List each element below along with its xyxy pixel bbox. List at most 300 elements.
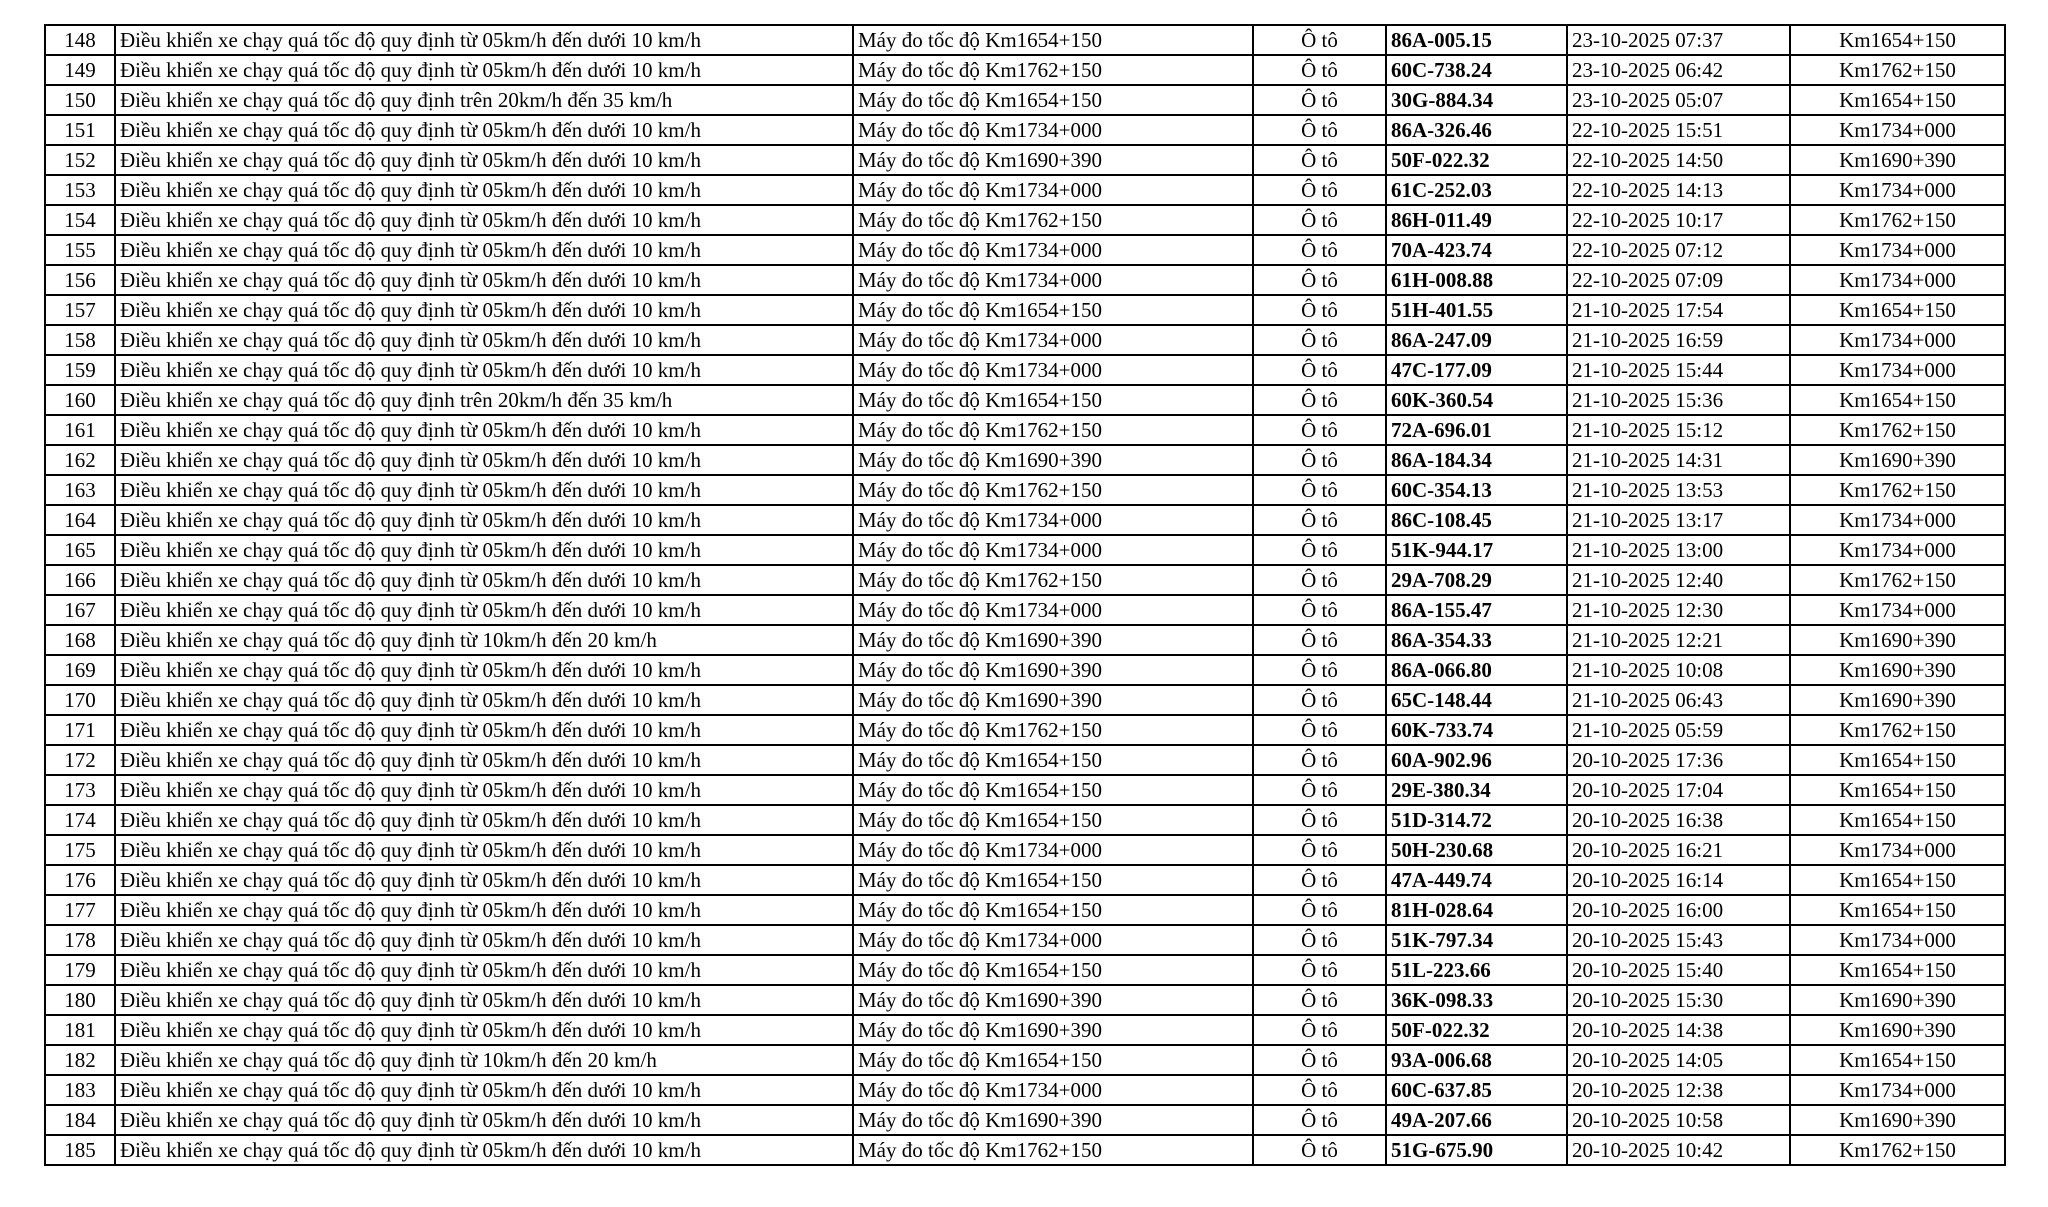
table-row	[45, 445, 2005, 475]
table-row	[45, 145, 2005, 175]
violation-cell: Điều khiển xe chạy quá tốc độ quy định từ 05km/h đến dưới 10 km/h	[115, 895, 853, 925]
row-number-cell: 181	[45, 1015, 115, 1045]
table-row	[45, 25, 2005, 55]
device-cell: Máy đo tốc độ Km1654+150	[853, 385, 1253, 415]
row-number-cell: 175	[45, 835, 115, 865]
violation-cell: Điều khiển xe chạy quá tốc độ quy định từ 05km/h đến dưới 10 km/h	[115, 145, 853, 175]
table-row	[45, 1075, 2005, 1105]
row-number-cell: 151	[45, 115, 115, 145]
row-number-cell: 152	[45, 145, 115, 175]
device-cell: Máy đo tốc độ Km1734+000	[853, 115, 1253, 145]
location-cell: Km1690+390	[1790, 445, 2005, 475]
row-number-cell: 153	[45, 175, 115, 205]
document-page	[44, 24, 2004, 1166]
license-plate-cell: 36K-098.33	[1386, 985, 1567, 1015]
violation-cell: Điều khiển xe chạy quá tốc độ quy định từ 05km/h đến dưới 10 km/h	[115, 295, 853, 325]
table-row	[45, 565, 2005, 595]
device-cell: Máy đo tốc độ Km1690+390	[853, 1105, 1253, 1135]
row-number-cell: 183	[45, 1075, 115, 1105]
license-plate-cell: 60C-738.24	[1386, 55, 1567, 85]
table-row	[45, 55, 2005, 85]
row-number-cell: 176	[45, 865, 115, 895]
location-cell: Km1654+150	[1790, 805, 2005, 835]
row-number-cell: 149	[45, 55, 115, 85]
license-plate-cell: 60C-354.13	[1386, 475, 1567, 505]
location-cell: Km1690+390	[1790, 685, 2005, 715]
location-cell: Km1762+150	[1790, 475, 2005, 505]
license-plate-cell: 51G-675.90	[1386, 1135, 1567, 1165]
device-cell: Máy đo tốc độ Km1654+150	[853, 955, 1253, 985]
timestamp-cell: 20-10-2025 10:42	[1567, 1135, 1790, 1165]
violation-cell: Điều khiển xe chạy quá tốc độ quy định từ 05km/h đến dưới 10 km/h	[115, 175, 853, 205]
location-cell: Km1762+150	[1790, 205, 2005, 235]
device-cell: Máy đo tốc độ Km1654+150	[853, 745, 1253, 775]
violation-cell: Điều khiển xe chạy quá tốc độ quy định từ 05km/h đến dưới 10 km/h	[115, 235, 853, 265]
row-number-cell: 150	[45, 85, 115, 115]
violation-cell: Điều khiển xe chạy quá tốc độ quy định từ 05km/h đến dưới 10 km/h	[115, 25, 853, 55]
device-cell: Máy đo tốc độ Km1734+000	[853, 175, 1253, 205]
location-cell: Km1690+390	[1790, 655, 2005, 685]
row-number-cell: 162	[45, 445, 115, 475]
device-cell: Máy đo tốc độ Km1690+390	[853, 985, 1253, 1015]
row-number-cell: 154	[45, 205, 115, 235]
location-cell: Km1654+150	[1790, 775, 2005, 805]
table-row	[45, 955, 2005, 985]
device-cell: Máy đo tốc độ Km1734+000	[853, 535, 1253, 565]
license-plate-cell: 60K-733.74	[1386, 715, 1567, 745]
vehicle-type-cell: Ô tô	[1253, 115, 1386, 145]
timestamp-cell: 20-10-2025 12:38	[1567, 1075, 1790, 1105]
license-plate-cell: 86C-108.45	[1386, 505, 1567, 535]
violation-cell: Điều khiển xe chạy quá tốc độ quy định trên 20km/h đến 35 km/h	[115, 385, 853, 415]
license-plate-cell: 86A-184.34	[1386, 445, 1567, 475]
table-row	[45, 175, 2005, 205]
vehicle-type-cell: Ô tô	[1253, 505, 1386, 535]
row-number-cell: 164	[45, 505, 115, 535]
license-plate-cell: 50H-230.68	[1386, 835, 1567, 865]
violation-cell: Điều khiển xe chạy quá tốc độ quy định từ 05km/h đến dưới 10 km/h	[115, 505, 853, 535]
location-cell: Km1734+000	[1790, 835, 2005, 865]
row-number-cell: 156	[45, 265, 115, 295]
table-row	[45, 865, 2005, 895]
vehicle-type-cell: Ô tô	[1253, 295, 1386, 325]
license-plate-cell: 93A-006.68	[1386, 1045, 1567, 1075]
license-plate-cell: 49A-207.66	[1386, 1105, 1567, 1135]
table-row	[45, 925, 2005, 955]
row-number-cell: 182	[45, 1045, 115, 1075]
device-cell: Máy đo tốc độ Km1654+150	[853, 775, 1253, 805]
location-cell: Km1734+000	[1790, 1075, 2005, 1105]
license-plate-cell: 81H-028.64	[1386, 895, 1567, 925]
violation-cell: Điều khiển xe chạy quá tốc độ quy định từ 05km/h đến dưới 10 km/h	[115, 565, 853, 595]
device-cell: Máy đo tốc độ Km1734+000	[853, 595, 1253, 625]
vehicle-type-cell: Ô tô	[1253, 355, 1386, 385]
device-cell: Máy đo tốc độ Km1654+150	[853, 865, 1253, 895]
vehicle-type-cell: Ô tô	[1253, 925, 1386, 955]
device-cell: Máy đo tốc độ Km1690+390	[853, 625, 1253, 655]
location-cell: Km1654+150	[1790, 955, 2005, 985]
timestamp-cell: 21-10-2025 12:21	[1567, 625, 1790, 655]
vehicle-type-cell: Ô tô	[1253, 715, 1386, 745]
vehicle-type-cell: Ô tô	[1253, 1105, 1386, 1135]
timestamp-cell: 20-10-2025 16:00	[1567, 895, 1790, 925]
license-plate-cell: 72A-696.01	[1386, 415, 1567, 445]
vehicle-type-cell: Ô tô	[1253, 595, 1386, 625]
device-cell: Máy đo tốc độ Km1654+150	[853, 295, 1253, 325]
row-number-cell: 167	[45, 595, 115, 625]
location-cell: Km1734+000	[1790, 595, 2005, 625]
device-cell: Máy đo tốc độ Km1762+150	[853, 55, 1253, 85]
row-number-cell: 178	[45, 925, 115, 955]
vehicle-type-cell: Ô tô	[1253, 955, 1386, 985]
violation-cell: Điều khiển xe chạy quá tốc độ quy định từ 05km/h đến dưới 10 km/h	[115, 805, 853, 835]
vehicle-type-cell: Ô tô	[1253, 985, 1386, 1015]
vehicle-type-cell: Ô tô	[1253, 1015, 1386, 1045]
row-number-cell: 168	[45, 625, 115, 655]
vehicle-type-cell: Ô tô	[1253, 745, 1386, 775]
timestamp-cell: 21-10-2025 15:36	[1567, 385, 1790, 415]
vehicle-type-cell: Ô tô	[1253, 175, 1386, 205]
timestamp-cell: 20-10-2025 14:38	[1567, 1015, 1790, 1045]
violation-cell: Điều khiển xe chạy quá tốc độ quy định từ 05km/h đến dưới 10 km/h	[115, 1015, 853, 1045]
timestamp-cell: 20-10-2025 17:04	[1567, 775, 1790, 805]
timestamp-cell: 22-10-2025 07:09	[1567, 265, 1790, 295]
row-number-cell: 166	[45, 565, 115, 595]
vehicle-type-cell: Ô tô	[1253, 145, 1386, 175]
violation-cell: Điều khiển xe chạy quá tốc độ quy định từ 05km/h đến dưới 10 km/h	[115, 745, 853, 775]
violation-cell: Điều khiển xe chạy quá tốc độ quy định từ 05km/h đến dưới 10 km/h	[115, 55, 853, 85]
device-cell: Máy đo tốc độ Km1734+000	[853, 325, 1253, 355]
violation-cell: Điều khiển xe chạy quá tốc độ quy định từ 10km/h đến 20 km/h	[115, 625, 853, 655]
vehicle-type-cell: Ô tô	[1253, 1075, 1386, 1105]
location-cell: Km1734+000	[1790, 325, 2005, 355]
location-cell: Km1734+000	[1790, 175, 2005, 205]
timestamp-cell: 21-10-2025 13:53	[1567, 475, 1790, 505]
device-cell: Máy đo tốc độ Km1654+150	[853, 25, 1253, 55]
vehicle-type-cell: Ô tô	[1253, 445, 1386, 475]
license-plate-cell: 86A-326.46	[1386, 115, 1567, 145]
vehicle-type-cell: Ô tô	[1253, 1135, 1386, 1165]
row-number-cell: 165	[45, 535, 115, 565]
row-number-cell: 160	[45, 385, 115, 415]
table-row	[45, 715, 2005, 745]
location-cell: Km1654+150	[1790, 25, 2005, 55]
violation-cell: Điều khiển xe chạy quá tốc độ quy định từ 05km/h đến dưới 10 km/h	[115, 265, 853, 295]
table-row	[45, 325, 2005, 355]
license-plate-cell: 51K-797.34	[1386, 925, 1567, 955]
device-cell: Máy đo tốc độ Km1654+150	[853, 895, 1253, 925]
vehicle-type-cell: Ô tô	[1253, 655, 1386, 685]
violation-cell: Điều khiển xe chạy quá tốc độ quy định từ 05km/h đến dưới 10 km/h	[115, 355, 853, 385]
vehicle-type-cell: Ô tô	[1253, 385, 1386, 415]
row-number-cell: 169	[45, 655, 115, 685]
table-row	[45, 385, 2005, 415]
license-plate-cell: 30G-884.34	[1386, 85, 1567, 115]
device-cell: Máy đo tốc độ Km1762+150	[853, 715, 1253, 745]
device-cell: Máy đo tốc độ Km1762+150	[853, 1135, 1253, 1165]
table-row	[45, 505, 2005, 535]
vehicle-type-cell: Ô tô	[1253, 265, 1386, 295]
table-row	[45, 1045, 2005, 1075]
violation-cell: Điều khiển xe chạy quá tốc độ quy định từ 05km/h đến dưới 10 km/h	[115, 1135, 853, 1165]
device-cell: Máy đo tốc độ Km1690+390	[853, 655, 1253, 685]
timestamp-cell: 21-10-2025 12:40	[1567, 565, 1790, 595]
table-row	[45, 475, 2005, 505]
license-plate-cell: 51K-944.17	[1386, 535, 1567, 565]
violation-cell: Điều khiển xe chạy quá tốc độ quy định từ 05km/h đến dưới 10 km/h	[115, 865, 853, 895]
row-number-cell: 172	[45, 745, 115, 775]
table-row	[45, 835, 2005, 865]
license-plate-cell: 60C-637.85	[1386, 1075, 1567, 1105]
row-number-cell: 161	[45, 415, 115, 445]
device-cell: Máy đo tốc độ Km1762+150	[853, 205, 1253, 235]
timestamp-cell: 20-10-2025 16:14	[1567, 865, 1790, 895]
location-cell: Km1762+150	[1790, 415, 2005, 445]
timestamp-cell: 22-10-2025 14:50	[1567, 145, 1790, 175]
device-cell: Máy đo tốc độ Km1734+000	[853, 505, 1253, 535]
vehicle-type-cell: Ô tô	[1253, 895, 1386, 925]
license-plate-cell: 29E-380.34	[1386, 775, 1567, 805]
location-cell: Km1762+150	[1790, 1135, 2005, 1165]
location-cell: Km1654+150	[1790, 745, 2005, 775]
table-row	[45, 655, 2005, 685]
license-plate-cell: 60A-902.96	[1386, 745, 1567, 775]
timestamp-cell: 22-10-2025 07:12	[1567, 235, 1790, 265]
vehicle-type-cell: Ô tô	[1253, 1045, 1386, 1075]
timestamp-cell: 21-10-2025 13:00	[1567, 535, 1790, 565]
violation-cell: Điều khiển xe chạy quá tốc độ quy định từ 05km/h đến dưới 10 km/h	[115, 715, 853, 745]
location-cell: Km1734+000	[1790, 925, 2005, 955]
table-row	[45, 1135, 2005, 1165]
device-cell: Máy đo tốc độ Km1654+150	[853, 85, 1253, 115]
vehicle-type-cell: Ô tô	[1253, 865, 1386, 895]
location-cell: Km1734+000	[1790, 535, 2005, 565]
location-cell: Km1734+000	[1790, 355, 2005, 385]
timestamp-cell: 21-10-2025 13:17	[1567, 505, 1790, 535]
violation-cell: Điều khiển xe chạy quá tốc độ quy định từ 05km/h đến dưới 10 km/h	[115, 1075, 853, 1105]
vehicle-type-cell: Ô tô	[1253, 835, 1386, 865]
timestamp-cell: 21-10-2025 12:30	[1567, 595, 1790, 625]
row-number-cell: 148	[45, 25, 115, 55]
violation-cell: Điều khiển xe chạy quá tốc độ quy định từ 10km/h đến 20 km/h	[115, 1045, 853, 1075]
timestamp-cell: 21-10-2025 15:44	[1567, 355, 1790, 385]
device-cell: Máy đo tốc độ Km1734+000	[853, 265, 1253, 295]
table-row	[45, 85, 2005, 115]
vehicle-type-cell: Ô tô	[1253, 415, 1386, 445]
location-cell: Km1654+150	[1790, 295, 2005, 325]
vehicle-type-cell: Ô tô	[1253, 25, 1386, 55]
timestamp-cell: 22-10-2025 10:17	[1567, 205, 1790, 235]
table-row	[45, 595, 2005, 625]
vehicle-type-cell: Ô tô	[1253, 235, 1386, 265]
license-plate-cell: 51D-314.72	[1386, 805, 1567, 835]
vehicle-type-cell: Ô tô	[1253, 565, 1386, 595]
license-plate-cell: 29A-708.29	[1386, 565, 1567, 595]
vehicle-type-cell: Ô tô	[1253, 535, 1386, 565]
violation-cell: Điều khiển xe chạy quá tốc độ quy định từ 05km/h đến dưới 10 km/h	[115, 655, 853, 685]
timestamp-cell: 20-10-2025 10:58	[1567, 1105, 1790, 1135]
violation-cell: Điều khiển xe chạy quá tốc độ quy định từ 05km/h đến dưới 10 km/h	[115, 985, 853, 1015]
location-cell: Km1762+150	[1790, 565, 2005, 595]
license-plate-cell: 86A-247.09	[1386, 325, 1567, 355]
table-row	[45, 295, 2005, 325]
table-row	[45, 1105, 2005, 1135]
vehicle-type-cell: Ô tô	[1253, 625, 1386, 655]
device-cell: Máy đo tốc độ Km1762+150	[853, 565, 1253, 595]
license-plate-cell: 86A-005.15	[1386, 25, 1567, 55]
row-number-cell: 173	[45, 775, 115, 805]
row-number-cell: 174	[45, 805, 115, 835]
location-cell: Km1762+150	[1790, 715, 2005, 745]
license-plate-cell: 86H-011.49	[1386, 205, 1567, 235]
vehicle-type-cell: Ô tô	[1253, 205, 1386, 235]
location-cell: Km1734+000	[1790, 505, 2005, 535]
timestamp-cell: 20-10-2025 14:05	[1567, 1045, 1790, 1075]
location-cell: Km1654+150	[1790, 895, 2005, 925]
row-number-cell: 179	[45, 955, 115, 985]
table-row	[45, 745, 2005, 775]
location-cell: Km1690+390	[1790, 145, 2005, 175]
location-cell: Km1654+150	[1790, 1045, 2005, 1075]
table-row	[45, 985, 2005, 1015]
violation-cell: Điều khiển xe chạy quá tốc độ quy định từ 05km/h đến dưới 10 km/h	[115, 115, 853, 145]
vehicle-type-cell: Ô tô	[1253, 685, 1386, 715]
timestamp-cell: 20-10-2025 16:21	[1567, 835, 1790, 865]
device-cell: Máy đo tốc độ Km1690+390	[853, 445, 1253, 475]
violation-cell: Điều khiển xe chạy quá tốc độ quy định trên 20km/h đến 35 km/h	[115, 85, 853, 115]
row-number-cell: 158	[45, 325, 115, 355]
license-plate-cell: 50F-022.32	[1386, 145, 1567, 175]
timestamp-cell: 21-10-2025 10:08	[1567, 655, 1790, 685]
violation-cell: Điều khiển xe chạy quá tốc độ quy định từ 05km/h đến dưới 10 km/h	[115, 955, 853, 985]
timestamp-cell: 21-10-2025 14:31	[1567, 445, 1790, 475]
violation-cell: Điều khiển xe chạy quá tốc độ quy định từ 05km/h đến dưới 10 km/h	[115, 415, 853, 445]
violation-cell: Điều khiển xe chạy quá tốc độ quy định từ 05km/h đến dưới 10 km/h	[115, 925, 853, 955]
device-cell: Máy đo tốc độ Km1734+000	[853, 235, 1253, 265]
location-cell: Km1690+390	[1790, 985, 2005, 1015]
license-plate-cell: 51L-223.66	[1386, 955, 1567, 985]
row-number-cell: 180	[45, 985, 115, 1015]
location-cell: Km1690+390	[1790, 625, 2005, 655]
vehicle-type-cell: Ô tô	[1253, 325, 1386, 355]
timestamp-cell: 20-10-2025 15:43	[1567, 925, 1790, 955]
table-row	[45, 685, 2005, 715]
vehicle-type-cell: Ô tô	[1253, 805, 1386, 835]
violation-cell: Điều khiển xe chạy quá tốc độ quy định từ 05km/h đến dưới 10 km/h	[115, 595, 853, 625]
violation-cell: Điều khiển xe chạy quá tốc độ quy định từ 05km/h đến dưới 10 km/h	[115, 775, 853, 805]
violation-cell: Điều khiển xe chạy quá tốc độ quy định từ 05km/h đến dưới 10 km/h	[115, 535, 853, 565]
timestamp-cell: 22-10-2025 15:51	[1567, 115, 1790, 145]
vehicle-type-cell: Ô tô	[1253, 775, 1386, 805]
table-row	[45, 415, 2005, 445]
violation-cell: Điều khiển xe chạy quá tốc độ quy định từ 05km/h đến dưới 10 km/h	[115, 205, 853, 235]
timestamp-cell: 20-10-2025 15:30	[1567, 985, 1790, 1015]
license-plate-cell: 51H-401.55	[1386, 295, 1567, 325]
location-cell: Km1734+000	[1790, 265, 2005, 295]
violation-cell: Điều khiển xe chạy quá tốc độ quy định từ 05km/h đến dưới 10 km/h	[115, 685, 853, 715]
timestamp-cell: 20-10-2025 17:36	[1567, 745, 1790, 775]
row-number-cell: 177	[45, 895, 115, 925]
device-cell: Máy đo tốc độ Km1690+390	[853, 145, 1253, 175]
table-row	[45, 235, 2005, 265]
timestamp-cell: 20-10-2025 15:40	[1567, 955, 1790, 985]
timestamp-cell: 21-10-2025 16:59	[1567, 325, 1790, 355]
license-plate-cell: 86A-354.33	[1386, 625, 1567, 655]
violation-cell: Điều khiển xe chạy quá tốc độ quy định từ 05km/h đến dưới 10 km/h	[115, 835, 853, 865]
license-plate-cell: 70A-423.74	[1386, 235, 1567, 265]
device-cell: Máy đo tốc độ Km1762+150	[853, 415, 1253, 445]
license-plate-cell: 60K-360.54	[1386, 385, 1567, 415]
license-plate-cell: 47A-449.74	[1386, 865, 1567, 895]
timestamp-cell: 23-10-2025 05:07	[1567, 85, 1790, 115]
table-row	[45, 805, 2005, 835]
device-cell: Máy đo tốc độ Km1654+150	[853, 805, 1253, 835]
license-plate-cell: 47C-177.09	[1386, 355, 1567, 385]
table-row	[45, 355, 2005, 385]
table-row	[45, 265, 2005, 295]
vehicle-type-cell: Ô tô	[1253, 55, 1386, 85]
table-row	[45, 895, 2005, 925]
violation-cell: Điều khiển xe chạy quá tốc độ quy định từ 05km/h đến dưới 10 km/h	[115, 325, 853, 355]
row-number-cell: 185	[45, 1135, 115, 1165]
timestamp-cell: 21-10-2025 17:54	[1567, 295, 1790, 325]
row-number-cell: 171	[45, 715, 115, 745]
location-cell: Km1690+390	[1790, 1015, 2005, 1045]
table-row	[45, 775, 2005, 805]
violation-cell: Điều khiển xe chạy quá tốc độ quy định từ 05km/h đến dưới 10 km/h	[115, 475, 853, 505]
location-cell: Km1654+150	[1790, 385, 2005, 415]
device-cell: Máy đo tốc độ Km1654+150	[853, 1045, 1253, 1075]
violation-cell: Điều khiển xe chạy quá tốc độ quy định từ 05km/h đến dưới 10 km/h	[115, 445, 853, 475]
timestamp-cell: 22-10-2025 14:13	[1567, 175, 1790, 205]
device-cell: Máy đo tốc độ Km1690+390	[853, 1015, 1253, 1045]
license-plate-cell: 50F-022.32	[1386, 1015, 1567, 1045]
device-cell: Máy đo tốc độ Km1734+000	[853, 1075, 1253, 1105]
location-cell: Km1734+000	[1790, 235, 2005, 265]
timestamp-cell: 23-10-2025 06:42	[1567, 55, 1790, 85]
row-number-cell: 170	[45, 685, 115, 715]
device-cell: Máy đo tốc độ Km1734+000	[853, 355, 1253, 385]
location-cell: Km1690+390	[1790, 1105, 2005, 1135]
license-plate-cell: 61H-008.88	[1386, 265, 1567, 295]
timestamp-cell: 21-10-2025 15:12	[1567, 415, 1790, 445]
violations-table	[44, 24, 2006, 1166]
table-row	[45, 625, 2005, 655]
table-row	[45, 115, 2005, 145]
table-row	[45, 535, 2005, 565]
row-number-cell: 155	[45, 235, 115, 265]
timestamp-cell: 23-10-2025 07:37	[1567, 25, 1790, 55]
violation-cell: Điều khiển xe chạy quá tốc độ quy định từ 05km/h đến dưới 10 km/h	[115, 1105, 853, 1135]
row-number-cell: 157	[45, 295, 115, 325]
table-row	[45, 1015, 2005, 1045]
license-plate-cell: 86A-066.80	[1386, 655, 1567, 685]
device-cell: Máy đo tốc độ Km1734+000	[853, 925, 1253, 955]
location-cell: Km1654+150	[1790, 865, 2005, 895]
location-cell: Km1654+150	[1790, 85, 2005, 115]
row-number-cell: 159	[45, 355, 115, 385]
vehicle-type-cell: Ô tô	[1253, 85, 1386, 115]
license-plate-cell: 61C-252.03	[1386, 175, 1567, 205]
location-cell: Km1734+000	[1790, 115, 2005, 145]
table-body	[45, 25, 2005, 1165]
device-cell: Máy đo tốc độ Km1690+390	[853, 685, 1253, 715]
table-row	[45, 205, 2005, 235]
license-plate-cell: 65C-148.44	[1386, 685, 1567, 715]
device-cell: Máy đo tốc độ Km1762+150	[853, 475, 1253, 505]
location-cell: Km1762+150	[1790, 55, 2005, 85]
timestamp-cell: 20-10-2025 16:38	[1567, 805, 1790, 835]
